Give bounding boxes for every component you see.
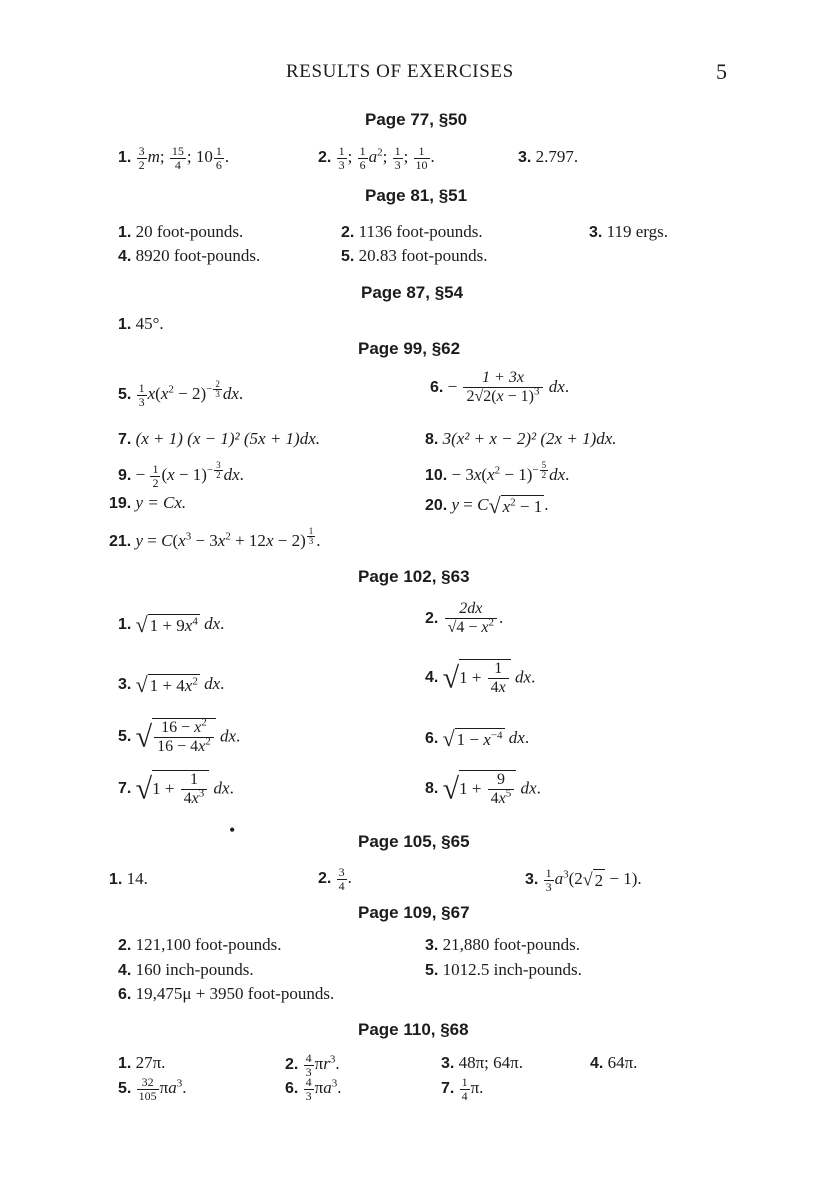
answer-s51-4: 4. 8920 foot-pounds. <box>118 246 261 265</box>
answer-s63-2: 2. $\frac{2dx}{√4 - x^2}$ . <box>425 600 504 637</box>
section-heading-s54: Page 87, §54 <box>361 283 464 302</box>
answer-s62-8: 8. 3(x² + x − 2)² (2x + 1)dx. <box>425 429 617 448</box>
answer-s67-5: 5. 1012.5 inch-pounds. <box>425 960 582 979</box>
answer-s62-6: 6. − $\frac{1 + 3x}{2√2(x - 1)^3}$ dx. <box>430 369 570 406</box>
answer-s62-20: 20. y = C√ $x^2 - 1$ . <box>425 493 549 518</box>
answer-s68-6: 6. $\frac{4}{3}$ $\pi a^3$. <box>285 1075 342 1103</box>
answer-s62-19: 19. y = Cx. <box>109 493 187 512</box>
answer-s68-7: 7. $\frac{1}{4}$ π. <box>441 1075 484 1103</box>
section-heading-s67: Page 109, §67 <box>358 903 470 922</box>
answer-s63-1: 1. √ $1 + 9x^4$ dx. <box>118 612 225 637</box>
answer-s67-6: 6. 19,475μ + 3950 foot-pounds. <box>118 984 335 1003</box>
answer-s50-2: 2. $\frac{1}{3}$ ; $\frac{1}{6}$ $a^2$; $\frac{1}{3}$ ; $\frac{1}{10}$ . <box>318 144 435 172</box>
answer-s65-3: 3. $\frac{1}{3}$ $a^3(2√$ 2 − 1). <box>525 866 642 894</box>
answer-s68-5: 5. $\frac{32}{105}$ $\pi a^3$. <box>118 1075 187 1103</box>
answer-s65-2: 2. $\frac{3}{4}$ . <box>318 865 352 893</box>
answer-s62-5: 5. $\frac{1}{3}$ $x(x^2 - 2)^{- \frac{2}{3}}$ dx. <box>118 379 244 409</box>
answer-s62-10: 10. − $3x(x^2 - 1)^{- \frac{5}{2}}$ dx. <box>425 460 570 485</box>
answer-s63-3: 3. √ $1 + 4x^2$ dx. <box>118 672 225 697</box>
section-heading-s65: Page 105, §65 <box>358 832 470 851</box>
running-head: RESULTS OF EXERCISES <box>286 61 514 82</box>
answer-s67-4: 4. 160 inch-pounds. <box>118 960 254 979</box>
answer-s67-2: 2. 121,100 foot-pounds. <box>118 935 282 954</box>
section-heading-s51: Page 81, §51 <box>365 186 468 205</box>
answer-s63-8: 8. √1 + $\frac{9}{4x^5}$ dx. <box>425 771 541 808</box>
answer-s65-1: 1. 14. <box>109 869 148 888</box>
stray-dot: • <box>229 820 236 840</box>
answer-s63-7: 7. √1 + $\frac{1}{4x^3}$ dx. <box>118 771 234 808</box>
section-heading-s50: Page 77, §50 <box>365 110 468 129</box>
answer-s63-6: 6. √ $1 - x^{-4}$ dx. <box>425 726 530 751</box>
answer-s51-2: 2. 1136 foot-pounds. <box>341 222 483 241</box>
answer-s67-3: 3. 21,880 foot-pounds. <box>425 935 581 954</box>
answer-s63-5: 5. √ $\frac{16 - x^2}{16 - 4x^2}$ dx. <box>118 716 241 756</box>
section-heading-s68: Page 110, §68 <box>358 1020 469 1039</box>
answer-s68-1: 1. 27π. <box>118 1053 166 1072</box>
answer-s68-2: 2. $\frac{4}{3}$ $\pi r^3$. <box>285 1051 340 1079</box>
answer-s50-3: 3. 2.797. <box>518 147 579 166</box>
answer-s62-21: 21. $y = C(x^3 - 3x^2 + 12x - 2)$ $^{\frac{1}{3}}$ . <box>109 526 321 551</box>
answer-s54-1: 1. 45°. <box>118 314 164 333</box>
answer-s68-3: 3. 48π; 64π. <box>441 1053 523 1072</box>
answer-s50-1: 1. $\frac{3}{2}$ m; $\frac{15}{4}$ ; 10 $\frac{1}{6}$ . <box>118 144 230 172</box>
answer-s62-7: 7. (x + 1) (x − 1)² (5x + 1)dx. <box>118 429 321 448</box>
section-heading-s62: Page 99, §62 <box>358 339 461 358</box>
answer-s51-1: 1. 20 foot-pounds. <box>118 222 244 241</box>
section-heading-s63: Page 102, §63 <box>358 567 470 586</box>
answer-s51-3: 3. 119 ergs. <box>589 222 668 241</box>
answer-s68-4: 4. 64π. <box>590 1053 638 1072</box>
answer-s63-4: 4. √1 + $\frac{1}{4x}$ dx. <box>425 660 536 697</box>
answer-s62-9: 9. − $\frac{1}{2}$ $(x - 1)^{- \frac{3}{2}}$ dx. <box>118 460 244 490</box>
answer-s51-5: 5. 20.83 foot-pounds. <box>341 246 488 265</box>
page-number: 5 <box>716 59 728 84</box>
